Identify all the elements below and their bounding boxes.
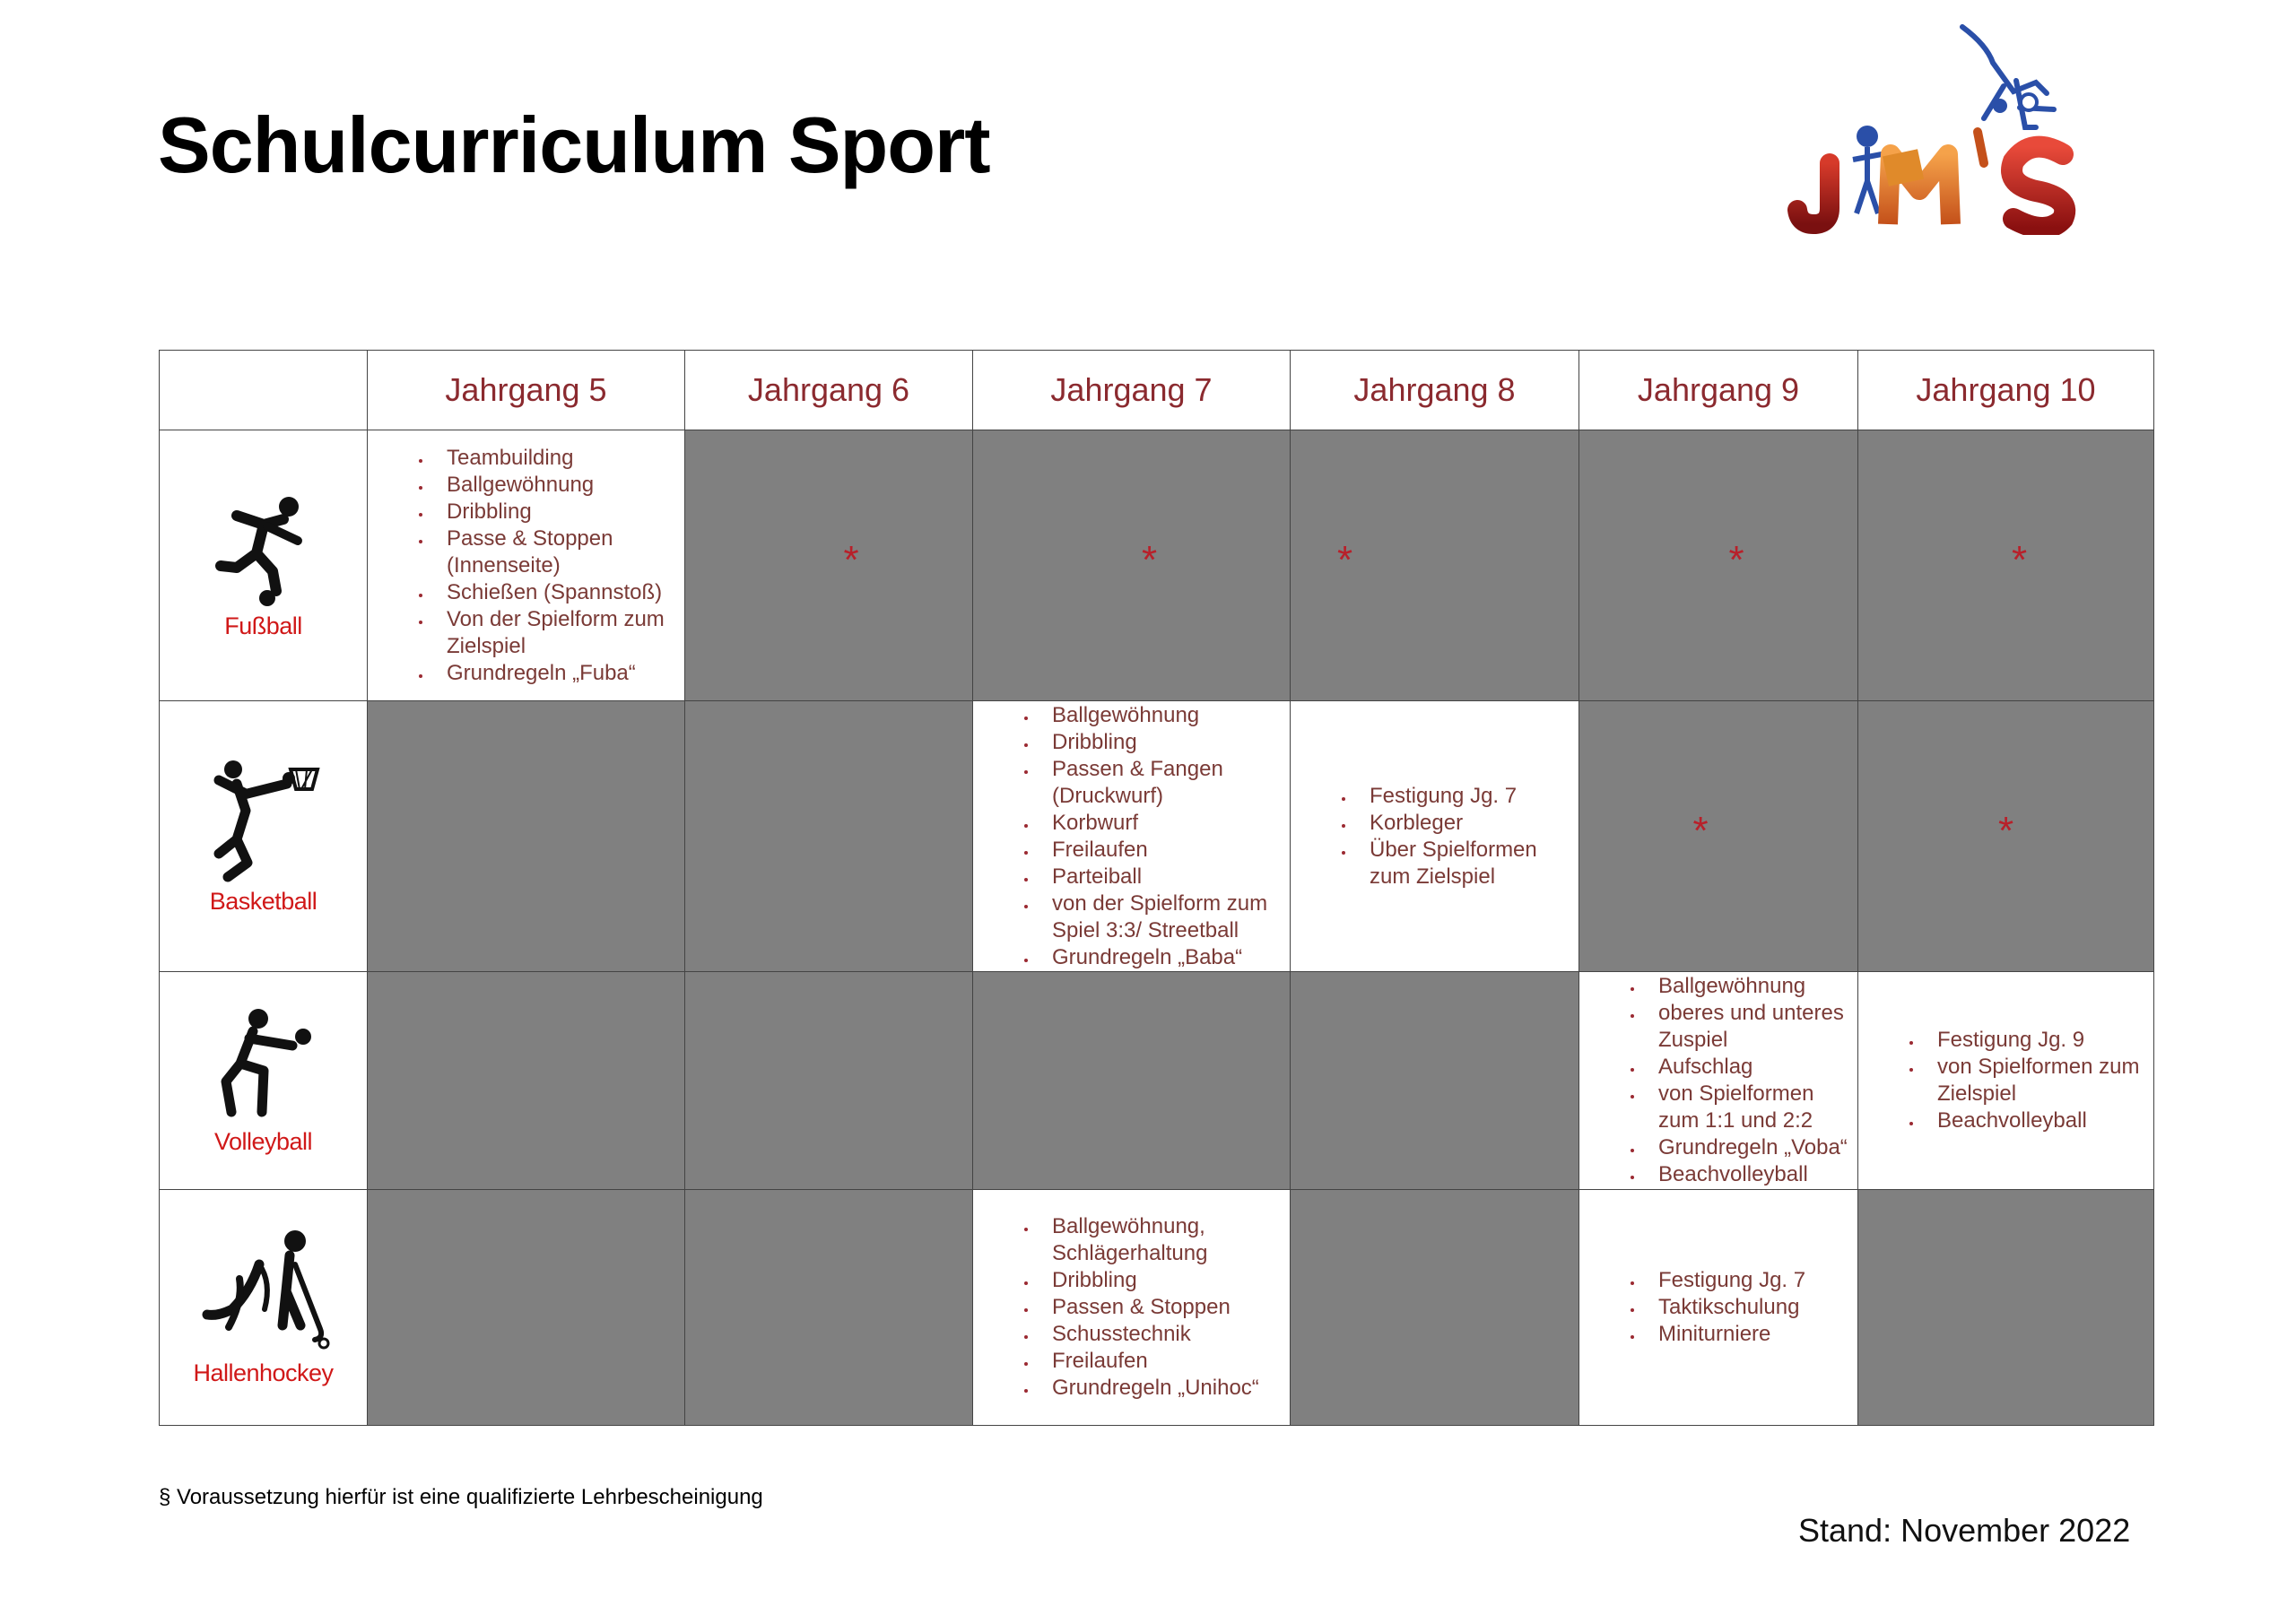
cell-jg7-basketball [973,701,1291,972]
list-item: • Grundregeln „Voba“ [1644,1134,1857,1161]
school-logo [1785,20,2126,235]
marker-star: * [1141,537,1158,582]
list-item: • von der Spielform zum Spiel 3:3/ Streetball [1038,890,1290,944]
list-item: • Schießen (Spannstoß) [432,579,684,606]
list-item: • Passen & Fangen (Druckwurf) [1038,756,1290,810]
list-item: • Festigung Jg. 9 [1923,1027,2153,1054]
cell-jg8-fussball [1291,430,1579,701]
table-row-hallenhockey [160,1190,2154,1426]
sport-cell [160,701,368,972]
list-item: • Dribbling [1038,1267,1290,1294]
list-item: • von Spielformen zum 1:1 und 2:2 [1644,1081,1857,1134]
list-item: • Korbwurf [1038,810,1290,837]
list-item: • Dribbling [432,499,684,525]
topic-list [1858,1027,2153,1134]
list-item: • Ballgewöhnung [1644,973,1857,1000]
list-item: • Von der Spielform zum Zielspiel [432,606,684,660]
topic-list [973,702,1290,971]
cell-jg6-volleyball [685,972,973,1190]
cell-jg9-fussball [1579,430,1858,701]
list-item: • Passen & Stoppen [1038,1294,1290,1321]
list-item: • Grundregeln „Unihoc“ [1038,1375,1290,1402]
cell-jg5-volleyball [368,972,685,1190]
list-item: • Über Spielformen zum Zielspiel [1355,837,1578,890]
list-item: • Festigung Jg. 7 [1355,783,1578,810]
column-header: Jahrgang 8 [1291,351,1579,430]
cell-jg8-basketball [1291,701,1579,972]
list-item: • Beachvolleyball [1644,1161,1857,1188]
topic-list [973,1213,1290,1402]
cell-jg10-basketball [1858,701,2154,972]
list-item: • Schusstechnik [1038,1321,1290,1348]
marker-star: * [1997,808,2014,853]
cell-jg7-volleyball [973,972,1291,1190]
topic-list [1579,973,1857,1188]
corner-cell [160,351,368,430]
cell-jg10-hallenhockey [1858,1190,2154,1426]
cell-jg6-basketball [685,701,973,972]
cell-jg7-fussball [973,430,1291,701]
cell-jg5-fussball [368,430,685,701]
column-header: Jahrgang 5 [368,351,685,430]
list-item: • Korbleger [1355,810,1578,837]
footnote: § Voraussetzung hierfür ist eine qualifizierte Lehrbescheinigung [159,1485,763,1509]
list-item: • Aufschlag [1644,1054,1857,1081]
sport-label: Hallenhockey [193,1359,334,1386]
cell-jg7-hallenhockey [973,1190,1291,1426]
cell-jg8-volleyball [1291,972,1579,1190]
list-item: • Festigung Jg. 7 [1644,1267,1857,1294]
hockey-players-icon [196,1229,331,1354]
list-item: • Ballgewöhnung [432,472,684,499]
cell-jg8-hallenhockey [1291,1190,1579,1426]
cell-jg9-basketball [1579,701,1858,972]
list-item: • von Spielformen zum Zielspiel [1923,1054,2153,1107]
curriculum-table [159,350,2154,1426]
list-item: • Miniturniere [1644,1321,1857,1348]
column-header: Jahrgang 6 [685,351,973,430]
header-row [160,351,2154,430]
topic-list [1291,783,1578,890]
cell-jg6-hallenhockey [685,1190,973,1426]
column-header: Jahrgang 9 [1579,351,1858,430]
cell-jg9-volleyball [1579,972,1858,1190]
marker-star: * [843,537,859,582]
sport-cell [160,1190,368,1426]
list-item: • oberes und unteres Zuspiel [1644,1000,1857,1054]
list-item: • Teambuilding [432,445,684,472]
sport-cell [160,972,368,1190]
list-item: • Ballgewöhnung [1038,702,1290,729]
basketball-player-icon [201,757,326,882]
marker-star: * [2011,537,2028,582]
list-item: • Passe & Stoppen (Innenseite) [432,525,684,579]
table-row-basketball [160,701,2154,972]
list-item: • Grundregeln „Baba“ [1038,944,1290,971]
sport-label: Basketball [209,888,317,915]
page-title: Schulcurriculum Sport [158,100,990,189]
sport-cell [160,430,368,701]
list-item: • Freilaufen [1038,1348,1290,1375]
marker-star: * [1728,537,1744,582]
table-row-volleyball [160,972,2154,1190]
volleyball-player-icon [210,1006,317,1123]
column-header: Jahrgang 7 [973,351,1291,430]
stand-date: Stand: November 2022 [1798,1512,2131,1549]
sport-label: Volleyball [213,1127,313,1155]
marker-star: * [1336,537,1353,582]
column-header: Jahrgang 10 [1858,351,2154,430]
list-item: • Freilaufen [1038,837,1290,864]
cell-jg5-basketball [368,701,685,972]
cell-jg10-fussball [1858,430,2154,701]
cell-jg10-volleyball [1858,972,2154,1190]
topic-list [368,445,684,687]
list-item: • Parteiball [1038,864,1290,890]
list-item: • Dribbling [1038,729,1290,756]
sport-label: Fußball [224,612,302,639]
cell-jg6-fussball [685,430,973,701]
marker-star: * [1692,808,1709,853]
soccer-player-icon [210,491,317,607]
topic-list [1579,1267,1857,1348]
table-row-fussball [160,430,2154,701]
list-item: • Grundregeln „Fuba“ [432,660,684,687]
cell-jg9-hallenhockey [1579,1190,1858,1426]
list-item: • Ballgewöhnung, Schlägerhaltung [1038,1213,1290,1267]
list-item: • Beachvolleyball [1923,1107,2153,1134]
cell-jg5-hallenhockey [368,1190,685,1426]
list-item: • Taktikschulung [1644,1294,1857,1321]
